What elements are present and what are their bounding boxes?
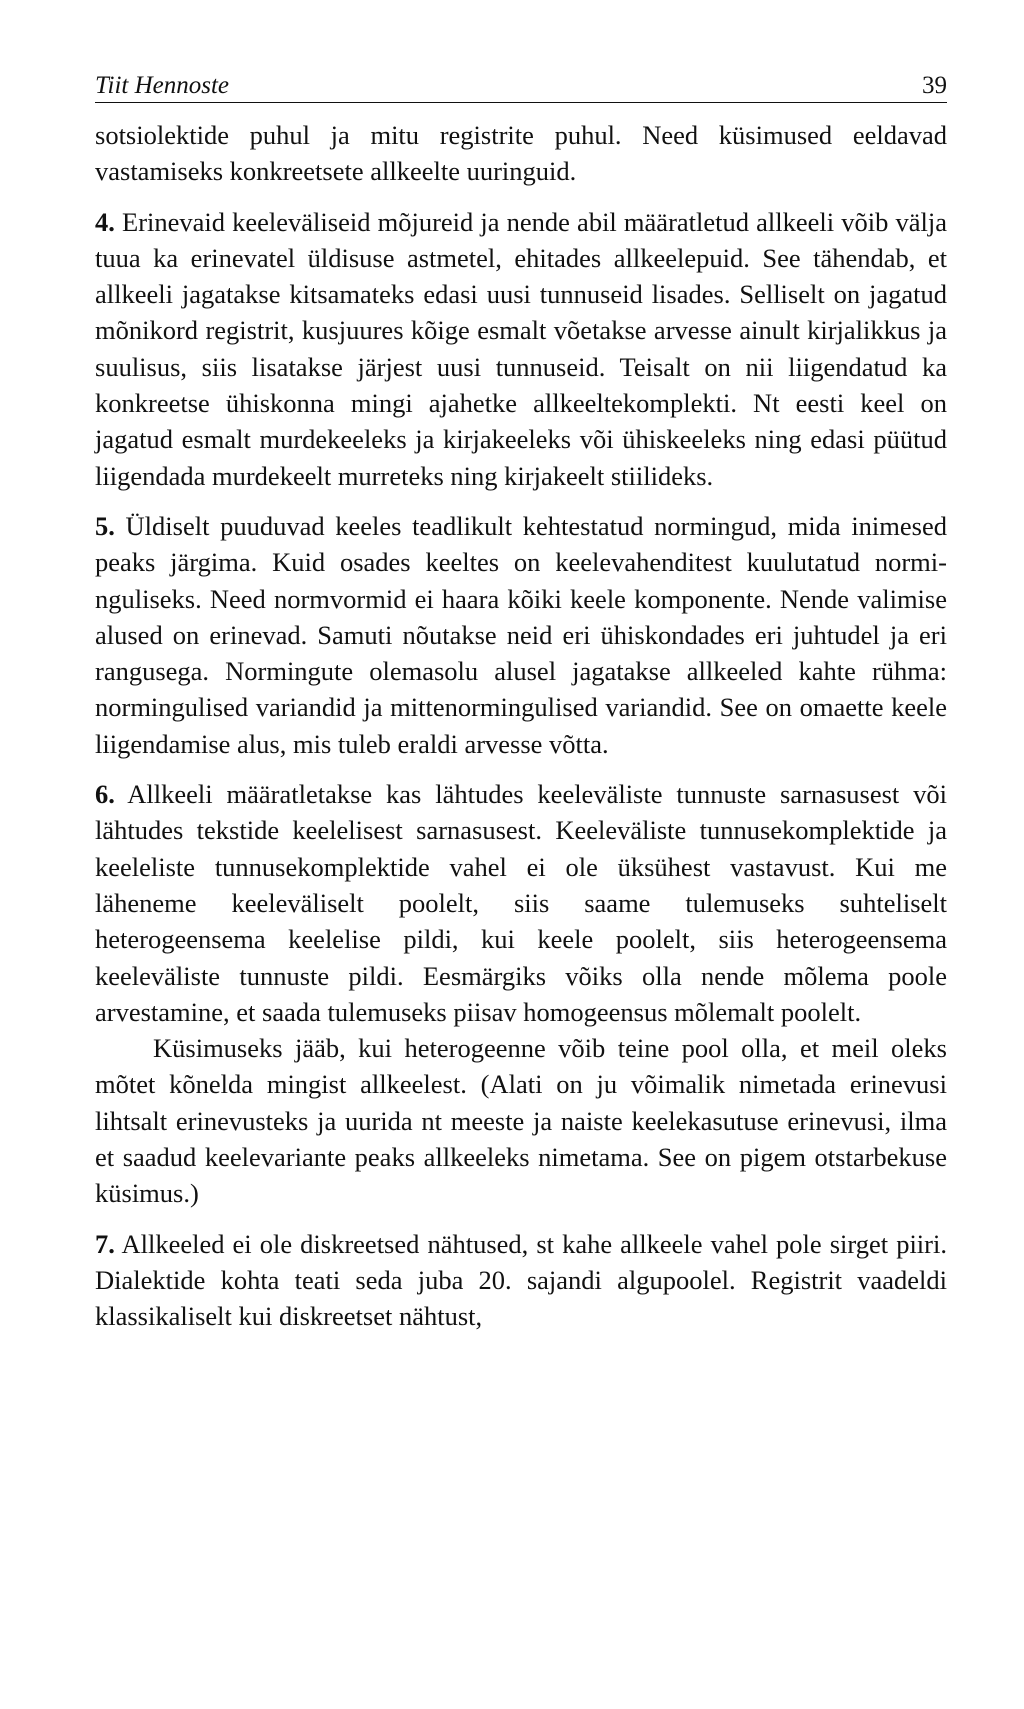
paragraph-text: Allkeeled ei ole diskreetsed nähtused, st kahe allkeele vahel pole sirget piiri. Dialektide kohta teati seda juba 20. sajandi algupoolel. Registrit vaadeldi klassikaliselt kui diskreetset nähtust, [95, 1228, 947, 1332]
author-name: Tiit Hennoste [95, 72, 230, 99]
item-number: 6. [95, 779, 115, 810]
paragraph-text: Allkeeli määratletakse kas lähtudes keeleväliste tunnuste sarnasusest või lähtudes tekstide keelelisest sarnasusest. Keeleväliste tunnusekomplektide ja keeleliste tunnusekomplektide vahel ei ole üksühest vastavust. Kui me läheneme keeleväliselt poolelt, siis saame tulemuseks suhteliselt heterogeensema keelelise pildi, kui keele poolelt, siis heterogeensema keeleväliste tunnuste pildi. Eesmärgiks võiks olla nende mõlema poole arvestamine, et saada tulemuseks piisav homogeensus mõlemalt poolelt. [95, 779, 947, 1027]
paragraph-item-7 [95, 1226, 947, 1335]
paragraph-text: Erinevaid keeleväliseid mõjureid ja nende abil määratletud allkeeli võib välja tuua ka erinevatel üldisuse astmetel, ehitades allkeelepuid. See tähendab, et allkeeli jagatakse kitsamateks edasi uusi tunnuseid lisades. Selliselt on jagatud mõnikord registrit, kusjuures kõige esmalt võetakse arvesse ainult kirjalikkus ja suulisus, siis lisatakse järjest uusi tunnuseid. Teisalt on nii liigendatud ka konkreetse ühiskonna mingi ajahetke allkeeltekomplekti. Nt eesti keel on jagatud esmalt murdekeeleks ja kirjakeeleks või ühiskeeleks ning edasi püütud liigendada murdekeelt murreteks ning kirjakeelt stiilideks. [95, 206, 947, 491]
paragraph-continuation [95, 117, 947, 190]
item-number: 5. [95, 510, 115, 541]
paragraph-indented [95, 1030, 947, 1211]
paragraph-text: Küsimuseks jääb, kui heterogeenne võib teine pool olla, et meil oleks mõtet kõnelda mingist allkeelest. (Alati on ju võimalik nimetada erinevusi lihtsalt erinevusteks ja uurida nt meeste ja naiste keelekasutuse erinevusi, ilma et saadud keelevariante peaks allkeeleks nimetama. See on pigem otstarbekuse küsimus.) [95, 1033, 947, 1209]
page-number: 39 [922, 72, 947, 99]
paragraph-item-6 [95, 776, 947, 1030]
body-text [95, 117, 947, 1335]
item-number: 7. [95, 1228, 115, 1259]
document-page [95, 60, 947, 1335]
paragraph-item-4 [95, 204, 947, 494]
paragraph-text: Üldiselt puuduvad keeles teadlikult kehtestatud normingud, mida inimesed peaks järgima. Kuid osades keeltes on keelevahenditest kuulutatud norminguliseks. Need normvormid ei haara kõiki keele komponente. Nende valimise alused on erinevad. Samuti nõutakse neid eri ühiskondades eri juhtudel ja eri rangusega. Normingute olemasolu alusel jagatakse allkeeled kahte rühma: normingulised variandid ja mittenormingulised variandid. See on omaette keele liigendamise alus, mis tuleb eraldi arvesse võtta. [95, 510, 947, 759]
item-number: 4. [95, 206, 115, 237]
paragraph-item-5 [95, 508, 947, 762]
paragraph-text: sotsiolektide puhul ja mitu registrite puhul. Need küsimused eeldavad vastamiseks konkreetsete allkeelte uuringuid. [95, 120, 947, 187]
running-header [95, 60, 947, 103]
